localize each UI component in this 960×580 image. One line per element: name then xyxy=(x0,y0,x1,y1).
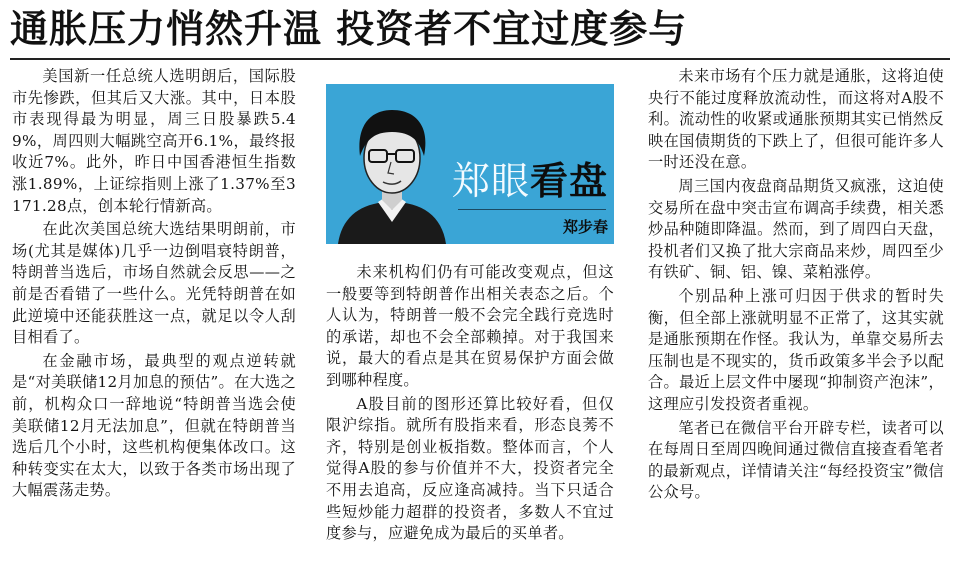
paragraph: 美国新一任总统人选明朗后，国际股市先惨跌，但其后又大涨。其中，日本股市表现得最为明显，周三日股暴跌5.49%，周四则大幅跳空高开6.1%，最终报收近7%。此外，昨日中国香港恒生指数涨1.89%，上证综指则上涨了1.37%至3171.28点，创本轮行情新高。 xyxy=(12,67,296,215)
article-column-3 xyxy=(648,66,944,576)
article-headline: 通胀压力悄然升温 投资者不宜过度参与 xyxy=(10,7,688,51)
column-title-light: 郑眼 xyxy=(452,159,531,203)
paragraph: 未来机构们仍有可能改变观点，但这一般要等到特朗普作出相关表态之后。个人认为，特朗普一般不会完全践行竞选时的承诺，却也不会全部赖掉。对于我国来说，最大的看点是其在贸易保护方面会做到哪种程度。 xyxy=(326,263,614,389)
column-author: 郑步春 xyxy=(562,218,608,236)
paragraph: 笔者已在微信平台开辟专栏，读者可以在每周日至周四晚间通过微信直接查看笔者的最新观点，详情请关注“每经投资宝”微信公众号。 xyxy=(648,418,944,502)
paragraph: A股目前的图形还算比较好看，但仅限沪综指。就所有股指来看，形态良莠不齐，特别是创业板指数。整体而言，个人觉得A股的参与价值并不大，投资者完全不用去追高，反应逢高减持。当下只适合些短炒能力超群的投资者，多数人不宜过度参与，应避免成为最后的买单者。 xyxy=(326,394,614,543)
paragraph: 在此次美国总统大选结果明朗前，市场(尤其是媒体)几乎一边倒唱衰特朗普，特朗普当选后，市场自然就会反思——之前是否看错了一些什么。光凭特朗普在如此逆境中还能获胜这一点，就足以令人刮目相看了。 xyxy=(12,220,296,347)
author-portrait-icon xyxy=(336,98,448,244)
headline-divider xyxy=(10,58,950,60)
paragraph: 未来市场有个压力就是通胀，这将迫使央行不能过度释放流动性，而这将对A股不利。流动性的收紧或通胀预期其实已悄然反映在国债期货的下跌上了，但很可能许多人一时还没在意。 xyxy=(648,67,944,172)
column-logo-box xyxy=(326,84,614,244)
paragraph: 在金融市场，最典型的观点逆转就是“对美联储12月加息的预估”。在大选之前，机构众口一辞地说“特朗普当选会使美联储12月无法加息”，但就在特朗普当选后几个小时，这些机构便集体改口。这种转变实在太大，以致于各类市场出现了大幅震荡走势。 xyxy=(12,351,296,500)
article-column-2 xyxy=(326,262,614,576)
paragraph: 周三国内夜盘商品期货又疯涨，这迫使交易所在盘中突击宣布调高手续费，相关悉炒品种随即降温。然而，到了周四白天盘，投机者们又换了批大宗商品来炒，周四至少有铁矿、铜、铝、镍、菜粕涨停。 xyxy=(648,176,944,282)
column-title-underline xyxy=(458,209,606,210)
column-title-bold: 看盘 xyxy=(530,159,609,203)
article-column-1 xyxy=(12,66,296,576)
paragraph: 个别品种上涨可归因于供求的暂时失衡，但全部上涨就明显不正常了，这其实就是通胀预期在作怪。我认为，单靠交易所去压制也是不现实的，货币政策多半会予以配合。最近上层文件中屡现“抑制资产泡沫”，这理应引发投资者重视。 xyxy=(648,286,944,413)
column-title xyxy=(452,156,608,206)
